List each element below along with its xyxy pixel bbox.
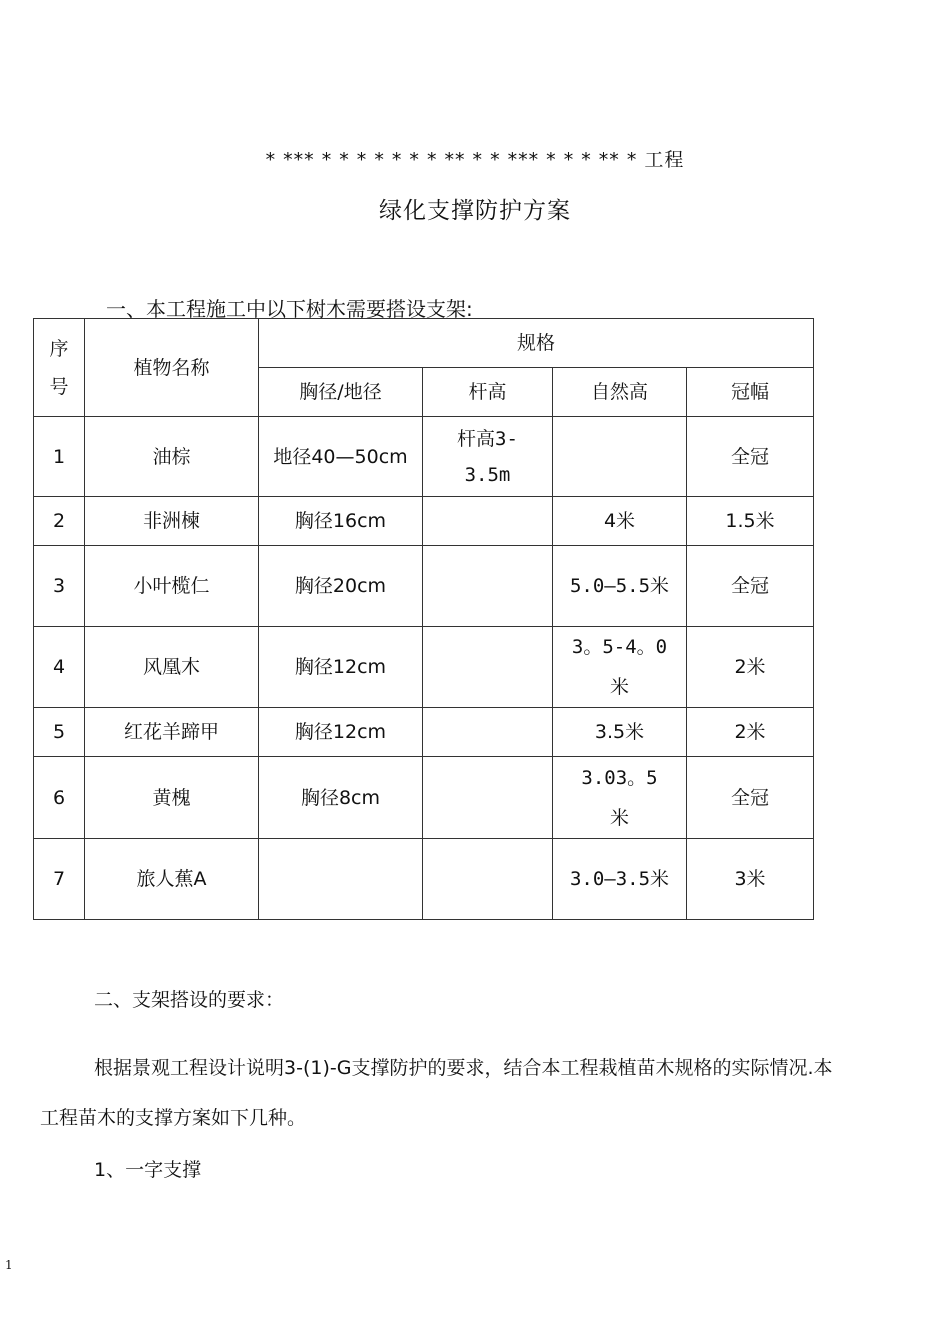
cell-name: 小叶榄仁 [85, 546, 259, 627]
header-seq-label: 序号 [49, 337, 69, 398]
table-row [34, 417, 814, 497]
header-spec: 规格 [259, 319, 814, 368]
cell-crown: 1.5米 [687, 497, 814, 546]
section-2-heading: 二、支架搭设的要求： [94, 989, 285, 1011]
cell-crown: 全冠 [687, 757, 814, 839]
cell-crown: 全冠 [687, 417, 814, 497]
cell-seq: 4 [34, 627, 85, 708]
cell-name: 红花羊蹄甲 [85, 708, 259, 757]
cell-natural-height-text: 3.03。5米 [581, 766, 658, 829]
cell-pole-height [423, 757, 553, 839]
cell-crown: 3米 [687, 839, 814, 920]
cell-seq: 1 [34, 417, 85, 497]
table-row [34, 757, 814, 839]
cell-name: 风凰木 [85, 627, 259, 708]
cell-diameter: 胸径20cm [259, 546, 423, 627]
document-header: * *** * * * * * * * ** * * *** * * * ** * 工程 [265, 149, 685, 171]
cell-name: 非洲楝 [85, 497, 259, 546]
header-pole-height: 杆高 [423, 368, 553, 417]
page-number: 1 [5, 1258, 13, 1272]
cell-crown: 2米 [687, 627, 814, 708]
cell-seq: 7 [34, 839, 85, 920]
cell-name: 油棕 [85, 417, 259, 497]
cell-natural-height [553, 757, 687, 839]
cell-pole-height-text: 杆高3-3.5m [457, 427, 518, 486]
cell-crown: 全冠 [687, 546, 814, 627]
cell-name: 旅人蕉A [85, 839, 259, 920]
table-row [34, 627, 814, 708]
cell-natural-height: 4米 [553, 497, 687, 546]
table-row [34, 708, 814, 757]
cell-diameter: 地径40—50cm [259, 417, 423, 497]
cell-pole-height [423, 417, 553, 497]
cell-natural-height [553, 546, 687, 627]
cell-natural-height-text: 3。5-4。0米 [571, 636, 668, 698]
table-row [34, 546, 814, 627]
cell-diameter: 胸径12cm [259, 708, 423, 757]
header-seq [34, 319, 85, 417]
cell-diameter: 胸径12cm [259, 627, 423, 708]
list-item-1: 1、一字支撑 [94, 1159, 202, 1181]
header-diameter: 胸径/地径 [259, 368, 423, 417]
cell-seq: 3 [34, 546, 85, 627]
cell-natural-height [553, 627, 687, 708]
table-row [34, 497, 814, 546]
cell-natural-height [553, 417, 687, 497]
cell-pole-height [423, 708, 553, 757]
cell-diameter: 胸径8cm [259, 757, 423, 839]
cell-natural-height [553, 839, 687, 920]
cell-seq: 5 [34, 708, 85, 757]
header-plant-name: 植物名称 [85, 319, 259, 417]
cell-pole-height [423, 627, 553, 708]
body-paragraph: 根据景观工程设计说明3-(1)-G支撑防护的要求，结合本工程栽植苗木规格的实际情况.本工程苗木的支撑方案如下几种。 [40, 1057, 833, 1129]
cell-name: 黄槐 [85, 757, 259, 839]
cell-pole-height [423, 839, 553, 920]
cell-pole-height [423, 546, 553, 627]
section-1-heading: 一、本工程施工中以下树木需要搭设支架: [106, 297, 473, 321]
cell-seq: 2 [34, 497, 85, 546]
cell-diameter: 胸径16cm [259, 497, 423, 546]
table-row [34, 839, 814, 920]
cell-seq: 6 [34, 757, 85, 839]
header-crown: 冠幅 [687, 368, 814, 417]
document-title: 绿化支撑防护方案 [379, 198, 571, 224]
cell-natural-height-text: 5.0—5.5米 [569, 575, 670, 597]
cell-natural-height-text: 3.0—3.5米 [569, 868, 670, 890]
cell-natural-height: 3.5米 [553, 708, 687, 757]
header-natural-height: 自然高 [553, 368, 687, 417]
cell-crown: 2米 [687, 708, 814, 757]
cell-diameter [259, 839, 423, 920]
tree-support-table [33, 318, 814, 920]
cell-pole-height [423, 497, 553, 546]
